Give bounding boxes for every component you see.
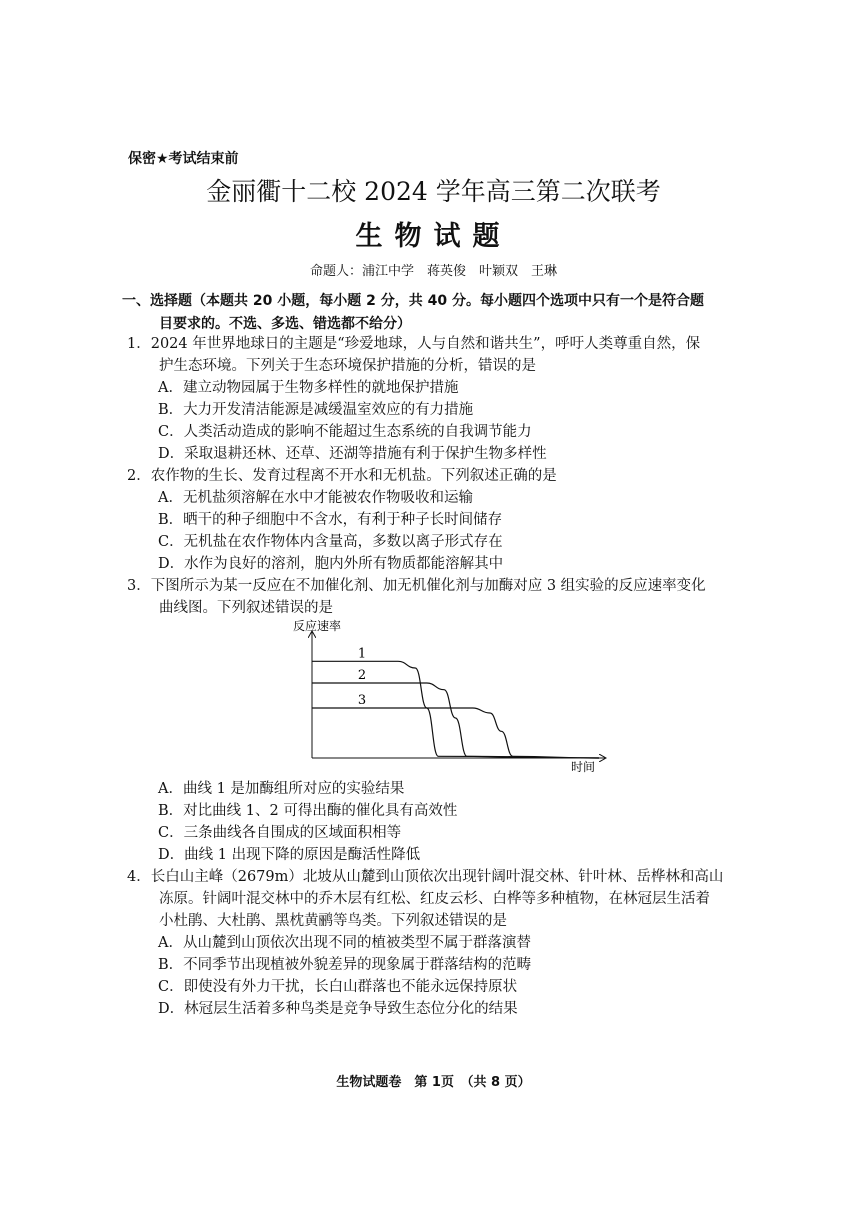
section-heading	[122, 290, 752, 336]
x-axis-label: 时间	[571, 760, 596, 774]
stem-line: 小杜鹃、大杜鹃、黑枕黄鹂等鸟类。下列叙述错误的是	[159, 913, 507, 929]
authors-line: 命题人：浦江中学 蒋英俊 叶颖双 王琳	[309, 264, 557, 279]
option-1b: B．大力开发清洁能源是减缓温室效应的有力措施	[158, 402, 474, 418]
curve-label-3: 3	[357, 693, 367, 708]
subject-title: 生物试题	[355, 221, 512, 252]
option-4d: D．林冠层生活着多种鸟类是竞争导致生态位分化的结果	[158, 1001, 518, 1017]
option-4c: C．即使没有外力干扰，长白山群落也不能永远保持原状	[158, 979, 518, 995]
curve-3	[312, 708, 599, 758]
question-4-stem	[127, 866, 747, 932]
page-footer: 生物试题卷 第 1页 （共 8 页）	[336, 1075, 531, 1090]
chart-series	[312, 646, 599, 758]
stem-line: 曲线图。下列叙述错误的是	[159, 600, 333, 616]
question-3-stem	[127, 575, 747, 619]
reaction-rate-chart	[287, 618, 617, 778]
option-3b: B．对比曲线 1、2 可得出酶的催化具有高效性	[158, 803, 458, 819]
option-2a: A．无机盐须溶解在水中才能被农作物吸收和运输	[158, 490, 473, 506]
section-heading-line1: 一、选择题（本题共 20 小题，每小题 2 分，共 40 分。每小题四个选项中只有一个是符合题	[122, 293, 704, 309]
question-number: 1．	[127, 336, 151, 352]
section-heading-line2: 目要求的。不选、多选、错选都不给分）	[159, 316, 411, 332]
stem-line: 农作物的生长、发育过程离不开水和无机盐。下列叙述正确的是	[150, 468, 557, 484]
option-1c: C．人类活动造成的影响不能超过生态系统的自我调节能力	[158, 424, 532, 440]
question-1-stem	[127, 333, 747, 377]
question-number: 2．	[127, 468, 151, 484]
curve-2	[312, 683, 599, 758]
question-number: 4．	[127, 869, 151, 885]
stem-line: 2024 年世界地球日的主题是“珍爱地球，人与自然和谐共生”，呼吁人类尊重自然，保	[150, 336, 701, 352]
option-2c: C．无机盐在农作物体内含量高，多数以离子形式存在	[158, 534, 503, 550]
curve-label-1: 1	[357, 646, 367, 662]
question-2-stem	[127, 465, 747, 487]
option-4a: A．从山麓到山顶依次出现不同的植被类型不属于群落演替	[158, 935, 531, 951]
question-number: 3．	[127, 578, 151, 594]
option-1d: D．采取退耕还林、还草、还湖等措施有利于保护生物多样性	[158, 446, 547, 462]
option-3d: D．曲线 1 出现下降的原因是酶活性降低	[158, 847, 421, 863]
stem-line: 长白山主峰（2679m）北坡从山麓到山顶依次出现针阔叶混交林、针叶林、岳桦林和高山	[150, 869, 724, 885]
confidential-mark: 保密★考试结束前	[128, 151, 239, 167]
stem-line: 下图所示为某一反应在不加催化剂、加无机催化剂与加酶对应 3 组实验的反应速率变化	[150, 578, 706, 594]
exam-title: 金丽衢十二校 2024 学年高三第二次联考	[206, 177, 661, 206]
stem-line: 护生态环境。下列关于生态环境保护措施的分析，错误的是	[159, 358, 536, 374]
option-3c: C．三条曲线各自围成的区域面积相等	[158, 825, 402, 841]
option-1a: A．建立动物园属于生物多样性的就地保护措施	[158, 380, 459, 396]
stem-line: 冻原。针阔叶混交林中的乔木层有红松、红皮云杉、白桦等多种植物，在林冠层生活着	[159, 891, 710, 907]
option-4b: B．不同季节出现植被外貌差异的现象属于群落结构的范畴	[158, 957, 532, 973]
curve-1	[312, 661, 599, 758]
option-2b: B．晒干的种子细胞中不含水，有利于种子长时间储存	[158, 512, 503, 528]
option-3a: A．曲线 1 是加酶组所对应的实验结果	[158, 781, 405, 797]
y-axis-label: 反应速率	[293, 619, 342, 633]
option-2d: D．水作为良好的溶剂，胞内外所有物质都能溶解其中	[158, 556, 504, 572]
curve-label-2: 2	[357, 668, 367, 683]
